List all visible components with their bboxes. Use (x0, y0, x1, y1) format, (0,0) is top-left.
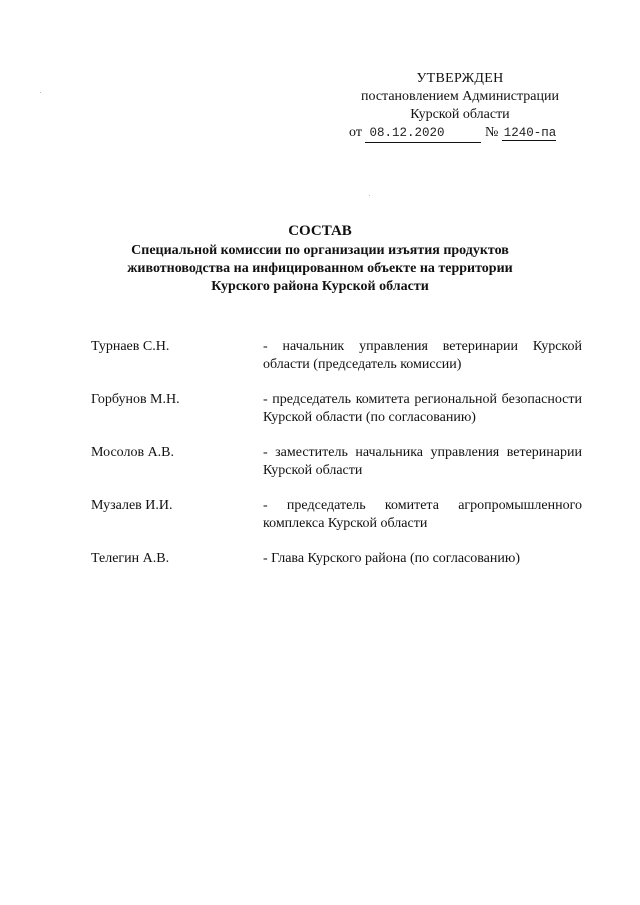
member-name: Музалев И.И. (91, 498, 173, 513)
member-name: Турнаев С.Н. (91, 339, 170, 354)
member-role: - Глава Курского района (по согласованию) (263, 551, 520, 566)
approved-region-text: Курской области (410, 107, 510, 122)
scan-speck (369, 195, 370, 196)
member-row (91, 444, 582, 480)
approval-number: 1240-па (503, 126, 557, 140)
approved-label: УТВЕРЖДЕН (416, 71, 504, 86)
title-line-2: животноводства на инфицированном объекте на территории (127, 261, 513, 276)
approval-block (340, 70, 580, 143)
member-row (91, 497, 582, 533)
approval-date-line (340, 124, 580, 143)
date-prefix: от (349, 125, 362, 140)
approval-date: 08.12.2020 (365, 124, 481, 143)
member-name: Телегин А.В. (91, 551, 170, 566)
members-list (91, 338, 582, 568)
member-name: Мосолов А.В. (91, 445, 175, 460)
member-row (91, 391, 582, 427)
title-line-3: Курского района Курской области (211, 279, 429, 294)
number-prefix: № (484, 125, 499, 140)
member-role: - председатель комитета агропромышленного комплекса Курской области (263, 498, 582, 531)
member-name: Горбунов М.Н. (91, 392, 180, 407)
member-row (91, 338, 582, 374)
member-role: - председатель комитета региональной безопасности Курской области (по согласованию) (263, 392, 582, 425)
title-heading: СОСТАВ (288, 223, 352, 239)
scan-speck (40, 92, 41, 93)
member-role: - заместитель начальника управления ветеринарии Курской области (263, 445, 582, 478)
approved-by-text: постановлением Администрации (361, 89, 559, 104)
member-row (91, 550, 582, 568)
document-title (60, 222, 580, 296)
member-role: - начальник управления ветеринарии Курской области (председатель комиссии) (263, 339, 582, 372)
title-line-1: Специальной комиссии по организации изъятия продуктов (131, 243, 509, 258)
